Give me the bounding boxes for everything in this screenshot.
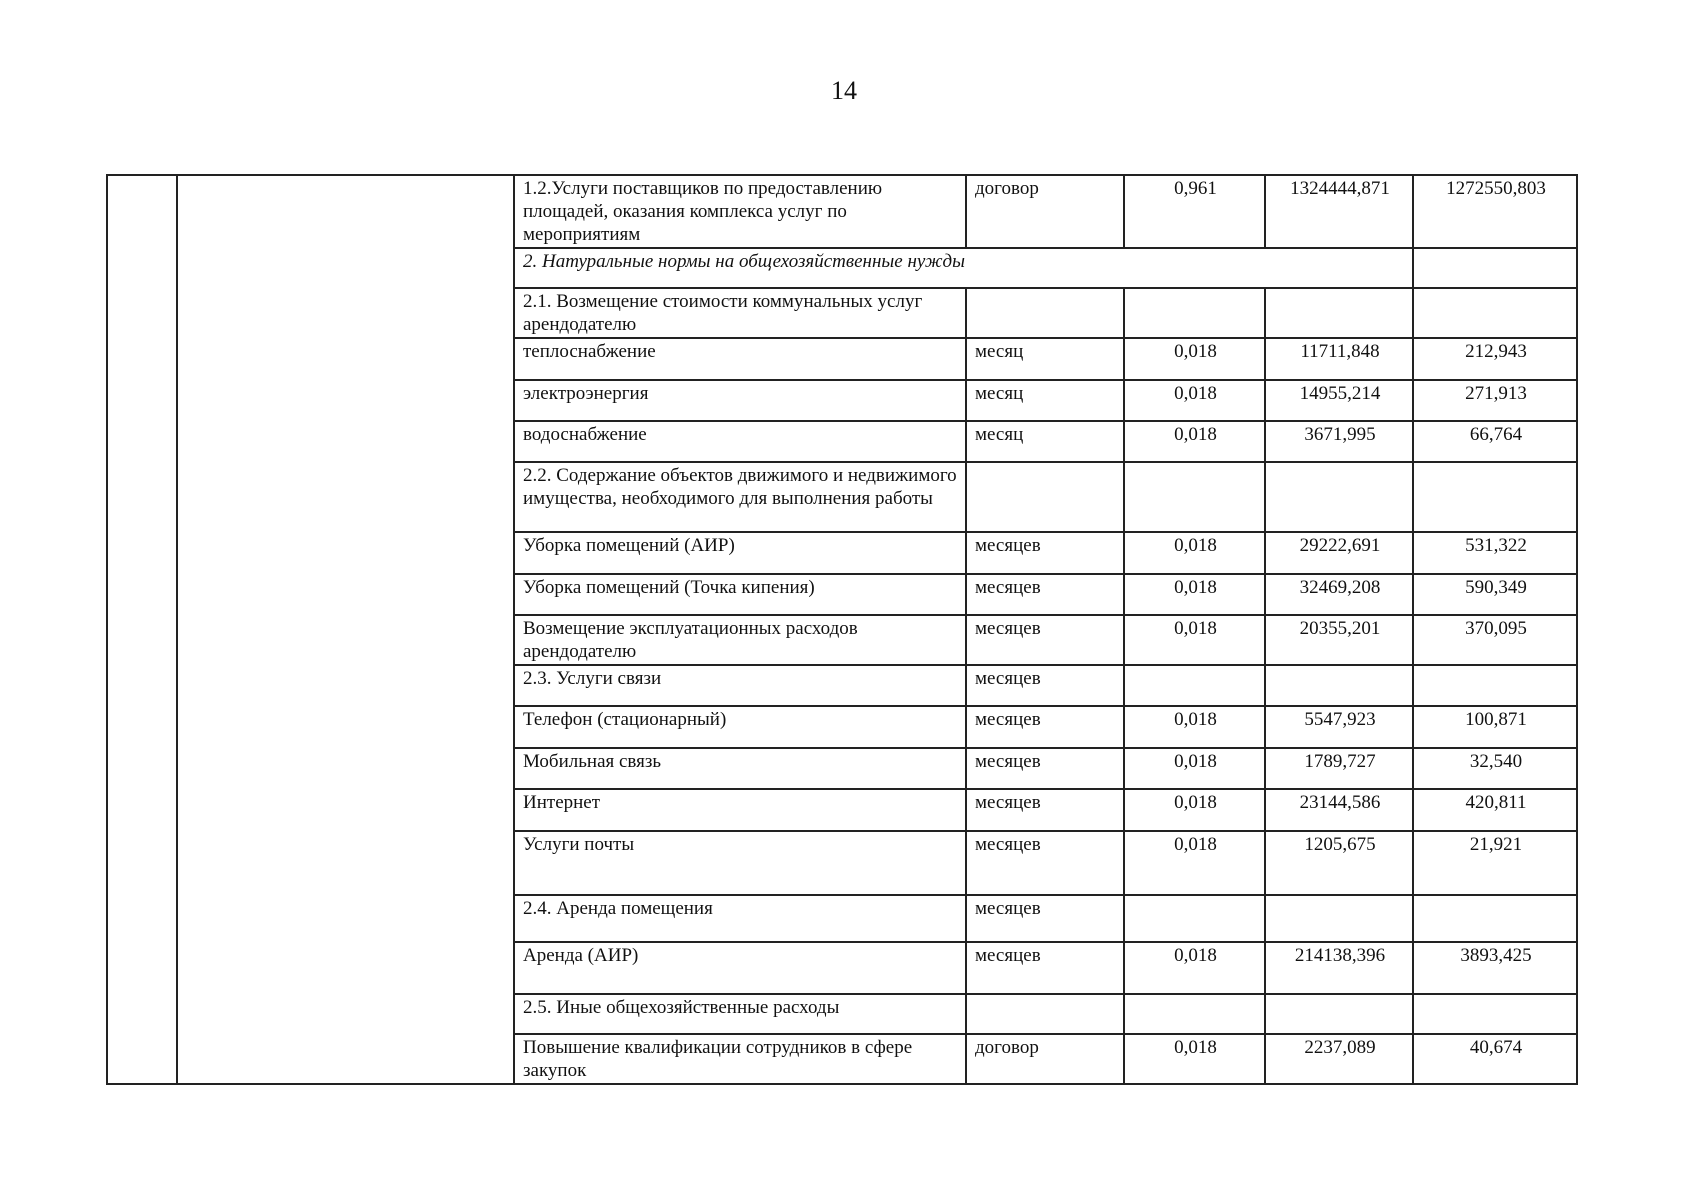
item-total: 370,095	[1413, 615, 1577, 665]
item-total: 531,322	[1413, 532, 1577, 574]
item-unit: месяц	[966, 380, 1124, 421]
item-price: 23144,586	[1265, 789, 1413, 831]
item-name: водоснабжение	[514, 421, 966, 462]
item-price: 1324444,871	[1265, 175, 1413, 248]
item-name: 2.3. Услуги связи	[514, 665, 966, 706]
item-total: 40,674	[1413, 1034, 1577, 1084]
item-qty: 0,018	[1124, 706, 1265, 748]
item-name: Мобильная связь	[514, 748, 966, 789]
item-price: 14955,214	[1265, 380, 1413, 421]
item-qty: 0,018	[1124, 942, 1265, 994]
item-total: 271,913	[1413, 380, 1577, 421]
item-price	[1265, 665, 1413, 706]
item-unit: месяц	[966, 421, 1124, 462]
page-number: 14	[831, 76, 857, 105]
table-row	[107, 175, 1577, 248]
item-price: 29222,691	[1265, 532, 1413, 574]
item-name: 2.5. Иные общехозяйственные расходы	[514, 994, 966, 1034]
norms-table	[106, 174, 1578, 1085]
item-qty: 0,018	[1124, 338, 1265, 380]
item-price	[1265, 994, 1413, 1034]
item-price: 20355,201	[1265, 615, 1413, 665]
item-qty: 0,018	[1124, 532, 1265, 574]
item-unit	[966, 462, 1124, 532]
item-name: электроэнергия	[514, 380, 966, 421]
item-qty	[1124, 288, 1265, 338]
item-name: Услуги почты	[514, 831, 966, 895]
item-total: 590,349	[1413, 574, 1577, 615]
item-name: Уборка помещений (Точка кипения)	[514, 574, 966, 615]
item-unit	[966, 994, 1124, 1034]
item-price: 2237,089	[1265, 1034, 1413, 1084]
item-unit: месяцев	[966, 748, 1124, 789]
empty-cell	[1413, 248, 1577, 288]
item-qty: 0,018	[1124, 615, 1265, 665]
item-unit: месяцев	[966, 615, 1124, 665]
empty-column-b	[177, 175, 514, 1084]
item-unit: месяцев	[966, 789, 1124, 831]
item-total	[1413, 288, 1577, 338]
item-qty	[1124, 665, 1265, 706]
item-price	[1265, 895, 1413, 942]
item-total: 66,764	[1413, 421, 1577, 462]
empty-column-a	[107, 175, 177, 1084]
item-price	[1265, 288, 1413, 338]
item-unit: месяцев	[966, 574, 1124, 615]
item-price: 1205,675	[1265, 831, 1413, 895]
item-unit: месяцев	[966, 706, 1124, 748]
item-total: 212,943	[1413, 338, 1577, 380]
item-price	[1265, 462, 1413, 532]
item-total: 3893,425	[1413, 942, 1577, 994]
item-total	[1413, 462, 1577, 532]
item-name: Повышение квалификации сотрудников в сфере закупок	[514, 1034, 966, 1084]
item-price: 3671,995	[1265, 421, 1413, 462]
item-name: Интернет	[514, 789, 966, 831]
item-unit: договор	[966, 1034, 1124, 1084]
item-name: Телефон (стационарный)	[514, 706, 966, 748]
item-qty: 0,018	[1124, 831, 1265, 895]
item-unit: месяцев	[966, 831, 1124, 895]
item-name: 2.2. Содержание объектов движимого и недвижимого имущества, необходимого для выполнения работы	[514, 462, 966, 532]
item-name: 2.1. Возмещение стоимости коммунальных услуг арендодателю	[514, 288, 966, 338]
item-name: 2.4. Аренда помещения	[514, 895, 966, 942]
item-unit: месяц	[966, 338, 1124, 380]
item-total: 100,871	[1413, 706, 1577, 748]
item-price: 1789,727	[1265, 748, 1413, 789]
item-qty	[1124, 462, 1265, 532]
item-name: Уборка помещений (АИР)	[514, 532, 966, 574]
item-price: 11711,848	[1265, 338, 1413, 380]
item-total: 1272550,803	[1413, 175, 1577, 248]
section-heading: 2. Натуральные нормы на общехозяйственные нужды	[514, 248, 1413, 288]
item-qty: 0,018	[1124, 748, 1265, 789]
item-name: 1.2.Услуги поставщиков по предоставлению площадей, оказания комплекса услуг по мероприятиям	[514, 175, 966, 248]
item-total	[1413, 994, 1577, 1034]
item-total: 32,540	[1413, 748, 1577, 789]
item-name: Аренда (АИР)	[514, 942, 966, 994]
item-total	[1413, 895, 1577, 942]
item-unit: месяцев	[966, 895, 1124, 942]
item-name: Возмещение эксплуатационных расходов арендодателю	[514, 615, 966, 665]
item-qty: 0,961	[1124, 175, 1265, 248]
item-qty	[1124, 994, 1265, 1034]
item-qty: 0,018	[1124, 1034, 1265, 1084]
item-total: 21,921	[1413, 831, 1577, 895]
item-unit: договор	[966, 175, 1124, 248]
item-unit	[966, 288, 1124, 338]
item-unit: месяцев	[966, 532, 1124, 574]
item-qty: 0,018	[1124, 380, 1265, 421]
item-price: 32469,208	[1265, 574, 1413, 615]
item-total: 420,811	[1413, 789, 1577, 831]
item-price: 5547,923	[1265, 706, 1413, 748]
item-total	[1413, 665, 1577, 706]
item-qty: 0,018	[1124, 574, 1265, 615]
item-unit: месяцев	[966, 665, 1124, 706]
item-unit: месяцев	[966, 942, 1124, 994]
item-qty	[1124, 895, 1265, 942]
item-price: 214138,396	[1265, 942, 1413, 994]
item-name: теплоснабжение	[514, 338, 966, 380]
item-qty: 0,018	[1124, 789, 1265, 831]
item-qty: 0,018	[1124, 421, 1265, 462]
